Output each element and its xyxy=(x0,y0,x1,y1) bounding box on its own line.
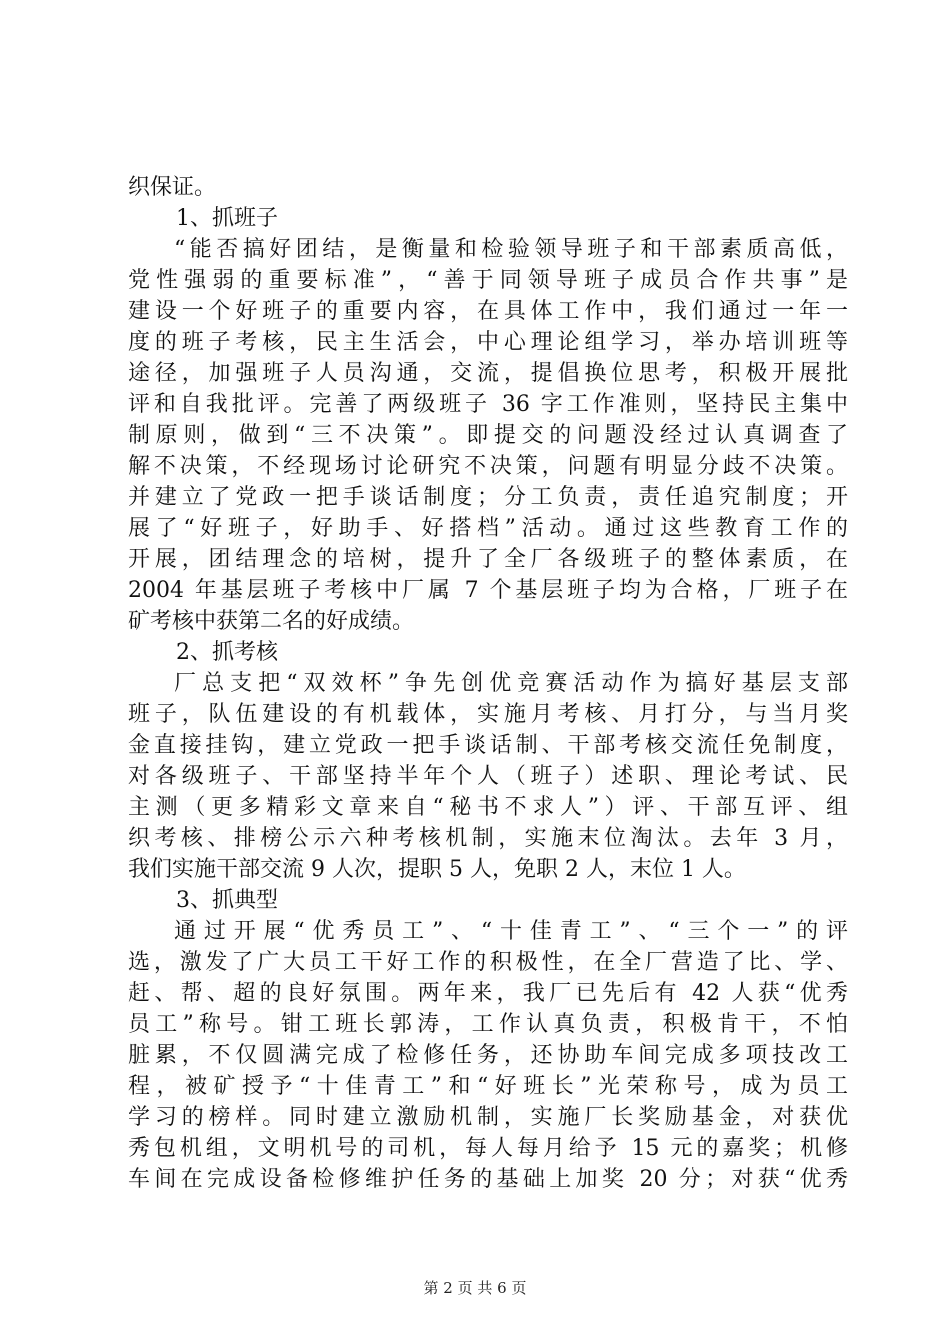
text-line: 矿考核中获第二名的好成绩。 xyxy=(128,609,415,634)
text-line: 织考核、排榜公示六种考核机制，实施末位淘汰。去年 3 月， xyxy=(128,826,848,851)
text-line: 并建立了党政一把手谈话制度；分工负责，责任追究制度；开 xyxy=(128,485,848,510)
text-line: 评和自我批评。完善了两级班子 36 字工作准则，坚持民主集中 xyxy=(128,392,848,417)
text-line: 我们实施干部交流 9 人次，提职 5 人，免职 2 人，末位 1 人。 xyxy=(128,857,746,882)
text-line: 秀包机组，文明机号的司机，每人每月给予 15 元的嘉奖；机修 xyxy=(128,1136,848,1161)
text-line: 车间在完成设备检修维护任务的基础上加奖 20 分；对获“优秀 xyxy=(128,1167,848,1192)
text-line: 员工”称号。钳工班长郭涛，工作认真负责，积极肯干，不怕 xyxy=(128,1012,848,1037)
text-line: 选，激发了广大员工干好工作的积极性，在全厂营造了比、学、 xyxy=(128,950,848,975)
text-line: 主测（更多精彩文章来自“秘书不求人”）评、干部互评、组 xyxy=(128,795,848,820)
text-line: 织保证。 xyxy=(128,175,217,200)
text-line: 展了“好班子，好助手、好搭档”活动。通过这些教育工作的 xyxy=(128,516,848,541)
section-heading: 3、抓典型 xyxy=(176,888,278,913)
paragraph-first-line: 厂总支把“双效杯”争先创优竞赛活动作为搞好基层支部 xyxy=(174,671,848,696)
text-line: 途径，加强班子人员沟通，交流，提倡换位思考，积极开展批 xyxy=(128,361,848,386)
page-number-footer: 第 2 页 共 6 页 xyxy=(423,1279,527,1297)
text-line: 建设一个好班子的重要内容，在具体工作中，我们通过一年一 xyxy=(128,299,848,324)
text-line: 脏累，不仅圆满完成了检修任务，还协助车间完成多项技改工 xyxy=(128,1043,848,1068)
text-line: 党性强弱的重要标准”，“善于同领导班子成员合作共事”是 xyxy=(128,268,848,293)
text-line: 2004 年基层班子考核中厂属 7 个基层班子均为合格，厂班子在 xyxy=(128,578,848,603)
paragraph-first-line: “能否搞好团结，是衡量和检验领导班子和干部素质高低， xyxy=(174,237,848,262)
text-line: 班子，队伍建设的有机载体，实施月考核、月打分，与当月奖 xyxy=(128,702,848,727)
text-line: 制原则，做到“三不决策”。即提交的问题没经过认真调查了 xyxy=(128,423,848,448)
section-heading: 2、抓考核 xyxy=(176,640,278,665)
text-line: 开展，团结理念的培树，提升了全厂各级班子的整体素质，在 xyxy=(128,547,848,572)
text-line: 程，被矿授予“十佳青工”和“好班长”光荣称号，成为员工 xyxy=(128,1074,848,1099)
text-line: 解不决策，不经现场讨论研究不决策，问题有明显分歧不决策。 xyxy=(128,454,848,479)
text-line: 度的班子考核，民主生活会，中心理论组学习，举办培训班等 xyxy=(128,330,848,355)
paragraph-first-line: 通过开展“优秀员工”、“十佳青工”、“三个一”的评 xyxy=(174,919,848,944)
text-line: 学习的榜样。同时建立激励机制，实施厂长奖励基金，对获优 xyxy=(128,1105,848,1130)
text-line: 对各级班子、干部坚持半年个人（班子）述职、理论考试、民 xyxy=(128,764,848,789)
document-body xyxy=(128,172,848,1195)
section-heading: 1、抓班子 xyxy=(176,206,278,231)
text-line: 金直接挂钩，建立党政一把手谈话制、干部考核交流任免制度， xyxy=(128,733,848,758)
text-line: 赶、帮、超的良好氛围。两年来，我厂已先后有 42 人获“优秀 xyxy=(128,981,848,1006)
